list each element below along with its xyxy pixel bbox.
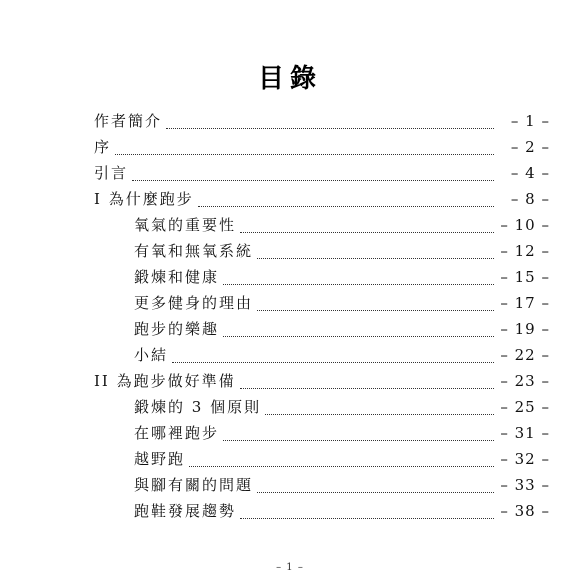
dot-leader — [115, 154, 494, 155]
toc-entry-label: 作者簡介 — [94, 112, 163, 130]
dot-leader — [240, 232, 494, 233]
toc-entry-page: – 25 – — [500, 398, 550, 416]
toc-entry-page: – 1 – — [510, 112, 550, 130]
toc-entry[interactable] — [134, 446, 550, 472]
toc-entry[interactable] — [134, 394, 550, 420]
dot-leader — [257, 310, 494, 311]
toc-entry-page: – 23 – — [500, 372, 550, 390]
dot-leader — [166, 128, 494, 129]
toc-title: 目錄 — [257, 64, 322, 94]
toc-entry[interactable] — [94, 108, 550, 134]
toc-entry-label: 引言 — [94, 164, 129, 182]
toc-entry-page: – 12 – — [500, 242, 550, 260]
toc-entry-label: 序 — [94, 138, 112, 156]
toc-entry[interactable] — [134, 498, 550, 524]
dot-leader — [240, 388, 494, 389]
dot-leader — [223, 440, 494, 441]
dot-leader — [257, 492, 494, 493]
toc-entry[interactable] — [134, 212, 550, 238]
toc-entry[interactable] — [134, 342, 550, 368]
toc-entry[interactable] — [94, 368, 550, 394]
toc-entry-label: 更多健身的理由 — [134, 294, 254, 312]
dot-leader — [189, 466, 494, 467]
toc-entry-label: 鍛煉和健康 — [134, 268, 220, 286]
toc-entry[interactable] — [134, 238, 550, 264]
toc-entry-page: – 17 – — [500, 294, 550, 312]
dot-leader — [223, 284, 494, 285]
toc-entry-page: – 15 – — [500, 268, 550, 286]
dot-leader — [265, 414, 494, 415]
toc-entry[interactable] — [134, 316, 550, 342]
dot-leader — [257, 258, 494, 259]
toc-entry-page: – 22 – — [500, 346, 550, 364]
toc-entry-label: II 為跑步做好準備 — [94, 372, 236, 390]
toc-entry-label: I 為什麼跑步 — [94, 190, 194, 208]
toc-entry[interactable] — [94, 134, 550, 160]
toc-entry[interactable] — [134, 472, 550, 498]
toc-entry-label: 越野跑 — [134, 450, 186, 468]
toc-entry-label: 小結 — [134, 346, 169, 364]
dot-leader — [198, 206, 494, 207]
toc-entry[interactable] — [134, 420, 550, 446]
toc-entry-page: – 2 – — [510, 138, 550, 156]
toc-entry-label: 鍛煉的 3 個原則 — [134, 398, 262, 416]
dot-leader — [132, 180, 494, 181]
toc-entry[interactable] — [94, 160, 550, 186]
toc-entry-page: – 8 – — [510, 190, 550, 208]
dot-leader — [172, 362, 494, 363]
toc-entry-label: 氧氣的重要性 — [134, 216, 237, 234]
page-number-footer: – 1 – — [276, 562, 304, 573]
dot-leader — [240, 518, 494, 519]
toc-entry-label: 有氧和無氧系統 — [134, 242, 254, 260]
toc-entry-page: – 31 – — [500, 424, 550, 442]
toc-entry[interactable] — [134, 264, 550, 290]
toc-entry-page: – 19 – — [500, 320, 550, 338]
toc-entry-label: 與腳有關的問題 — [134, 476, 254, 494]
toc-entry-page: – 4 – — [510, 164, 550, 182]
toc-entry[interactable] — [134, 290, 550, 316]
toc-entry-label: 跑鞋發展趨勢 — [134, 502, 237, 520]
toc-entry-label: 在哪裡跑步 — [134, 424, 220, 442]
toc-entry-page: – 38 – — [500, 502, 550, 520]
toc-entry-label: 跑步的樂趣 — [134, 320, 220, 338]
toc-entry-page: – 10 – — [500, 216, 550, 234]
toc-entry-page: – 32 – — [500, 450, 550, 468]
toc-entry-page: – 33 – — [500, 476, 550, 494]
toc-entry[interactable] — [94, 186, 550, 212]
dot-leader — [223, 336, 494, 337]
